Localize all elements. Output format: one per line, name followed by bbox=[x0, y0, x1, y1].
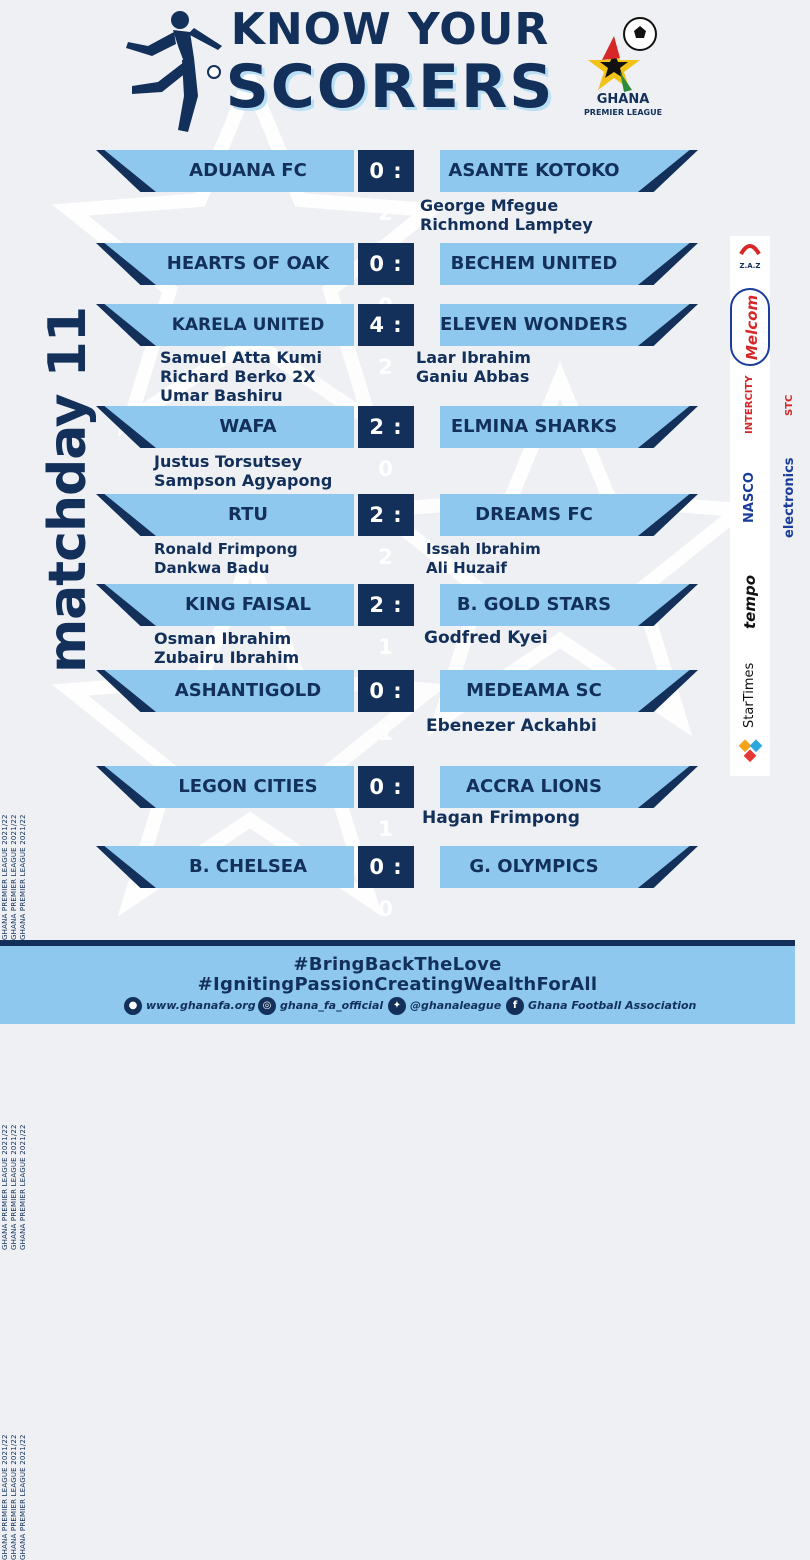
sponsor-zaz-logo bbox=[730, 240, 770, 276]
home-team: WAFA bbox=[219, 416, 277, 437]
score-box: 2 : 2 bbox=[358, 494, 414, 536]
side-text: GHANA PREMIER LEAGUE 2021/22 bbox=[1, 814, 9, 940]
scorer-name: Umar Bashiru bbox=[160, 386, 283, 405]
side-text: GHANA PREMIER LEAGUE 2021/22 bbox=[1, 1434, 9, 1560]
home-team: HEARTS OF OAK bbox=[166, 253, 330, 274]
away-team: DREAMS FC bbox=[475, 504, 593, 525]
side-text: GHANA PREMIER LEAGUE 2021/22 bbox=[19, 814, 27, 940]
twitter-icon: ✦ bbox=[388, 997, 406, 1015]
side-text-band bbox=[0, 0, 30, 1560]
home-team: KING FAISAL bbox=[185, 594, 311, 615]
sponsor-name: INTERCITY STC bbox=[744, 375, 795, 435]
away-scorers bbox=[426, 540, 541, 578]
away-team: G. OLYMPICS bbox=[469, 856, 599, 877]
sponsor-name: Melcom bbox=[730, 288, 770, 366]
league-name: GHANA bbox=[596, 92, 650, 107]
sponsor-name: tempo bbox=[741, 574, 759, 630]
scorer-name: Zubairu Ibrahim bbox=[154, 648, 300, 667]
side-text: GHANA PREMIER LEAGUE 2021/22 bbox=[10, 814, 18, 940]
scorer-name: Dankwa Badu bbox=[154, 559, 270, 577]
score-box: 0 : bbox=[358, 243, 414, 285]
score-box: 0 : 1 bbox=[358, 766, 414, 808]
away-team: B. GOLD STARS bbox=[456, 594, 612, 615]
match-row bbox=[96, 243, 698, 289]
title-line-2: SCORERS bbox=[225, 52, 555, 122]
facebook-text: Ghana Football Association bbox=[528, 999, 697, 1012]
match-row bbox=[96, 846, 698, 921]
home-team: ADUANA FC bbox=[189, 160, 307, 181]
sponsor-name: StarTimes bbox=[742, 662, 757, 728]
side-text: GHANA PREMIER LEAGUE 2021/22 bbox=[1, 1124, 9, 1250]
score-box: 0 : 0 bbox=[358, 846, 414, 888]
sponsor-name: NASCO electronics bbox=[742, 457, 797, 539]
side-text: GHANA PREMIER LEAGUE 2021/22 bbox=[19, 1124, 27, 1250]
away-team: ACCRA LIONS bbox=[466, 776, 602, 797]
zaz-icon bbox=[737, 240, 763, 258]
sponsor-name: Z.A.Z bbox=[739, 262, 761, 270]
website-text: www.ghanafa.org bbox=[146, 999, 256, 1012]
home-scorers bbox=[154, 540, 298, 578]
scorer-name: Justus Torsutsey bbox=[154, 452, 303, 471]
twitter-link[interactable] bbox=[388, 996, 501, 1016]
scorer-name: Richmond Lamptey bbox=[420, 215, 593, 234]
home-scorers bbox=[154, 629, 299, 667]
score-box: 2 : 1 bbox=[358, 584, 414, 626]
scorer-name: Richard Berko 2X bbox=[160, 367, 316, 386]
home-scorers bbox=[154, 452, 332, 490]
side-text: GHANA PREMIER LEAGUE 2021/22 bbox=[10, 1124, 18, 1250]
home-team: B. CHELSEA bbox=[188, 856, 308, 877]
away-team: ELMINA SHARKS bbox=[450, 416, 618, 437]
home-team: ASHANTIGOLD bbox=[174, 680, 322, 701]
hashtag-1: #BringBackTheLove bbox=[293, 954, 502, 975]
scorer-name: Osman Ibrahim bbox=[154, 629, 292, 648]
twitter-text: @ghanaleague bbox=[410, 999, 502, 1012]
away-team: ELEVEN WONDERS bbox=[440, 314, 628, 335]
hashtag-2: #IgnitingPassionCreatingWealthForAll bbox=[197, 974, 598, 995]
scorer-name: Ronald Frimpong bbox=[154, 540, 298, 558]
score-box: 0 : 2 bbox=[358, 150, 414, 192]
away-team: BECHEM UNITED bbox=[450, 253, 618, 274]
home-team: KARELA UNITED bbox=[171, 315, 325, 335]
matchday-label: matchday 11 bbox=[38, 306, 98, 674]
scorer-name: Ganiu Abbas bbox=[416, 367, 530, 386]
scorer-name: Hagan Frimpong bbox=[422, 808, 580, 828]
startimes-icon bbox=[738, 738, 764, 764]
away-scorers bbox=[416, 348, 531, 386]
league-subtitle: PREMIER LEAGUE bbox=[583, 108, 663, 117]
instagram-text: ghana_fa_official bbox=[280, 999, 384, 1012]
score-box: 2 : 0 bbox=[358, 406, 414, 448]
away-scorers bbox=[426, 717, 597, 736]
instagram-icon: ◎ bbox=[258, 997, 276, 1015]
title-line-1: KNOW YOUR bbox=[230, 4, 550, 55]
away-scorers bbox=[424, 629, 548, 648]
scorer-name: Godfred Kyei bbox=[424, 628, 548, 648]
facebook-icon: f bbox=[506, 997, 524, 1015]
away-team: ASANTE KOTOKO bbox=[448, 160, 620, 181]
scorer-name: Ali Huzaif bbox=[426, 559, 507, 577]
away-scorers bbox=[420, 196, 593, 234]
away-team: MEDEAMA SC bbox=[466, 680, 602, 701]
scorer-name: Issah Ibrahim bbox=[426, 540, 541, 558]
instagram-link[interactable] bbox=[258, 996, 383, 1016]
side-text: GHANA PREMIER LEAGUE 2021/22 bbox=[19, 1434, 27, 1560]
away-scorers bbox=[422, 809, 580, 828]
home-scorers bbox=[160, 348, 322, 405]
scorer-name: George Mfegue bbox=[420, 196, 559, 215]
home-team: LEGON CITIES bbox=[178, 776, 318, 797]
scorer-name: Laar Ibrahim bbox=[416, 348, 531, 367]
facebook-link[interactable] bbox=[506, 996, 696, 1016]
globe-icon: ● bbox=[124, 997, 142, 1015]
score-box: 4 : 2 bbox=[358, 304, 414, 346]
home-team: RTU bbox=[228, 504, 268, 525]
side-text: GHANA PREMIER LEAGUE 2021/22 bbox=[10, 1434, 18, 1560]
scorer-name: Ebenezer Ackahbi bbox=[426, 716, 597, 736]
score-box: 0 : 1 bbox=[358, 670, 414, 712]
scorer-name: Sampson Agyapong bbox=[154, 471, 333, 490]
website-link[interactable] bbox=[124, 996, 256, 1016]
scorer-name: Samuel Atta Kumi bbox=[160, 348, 322, 367]
